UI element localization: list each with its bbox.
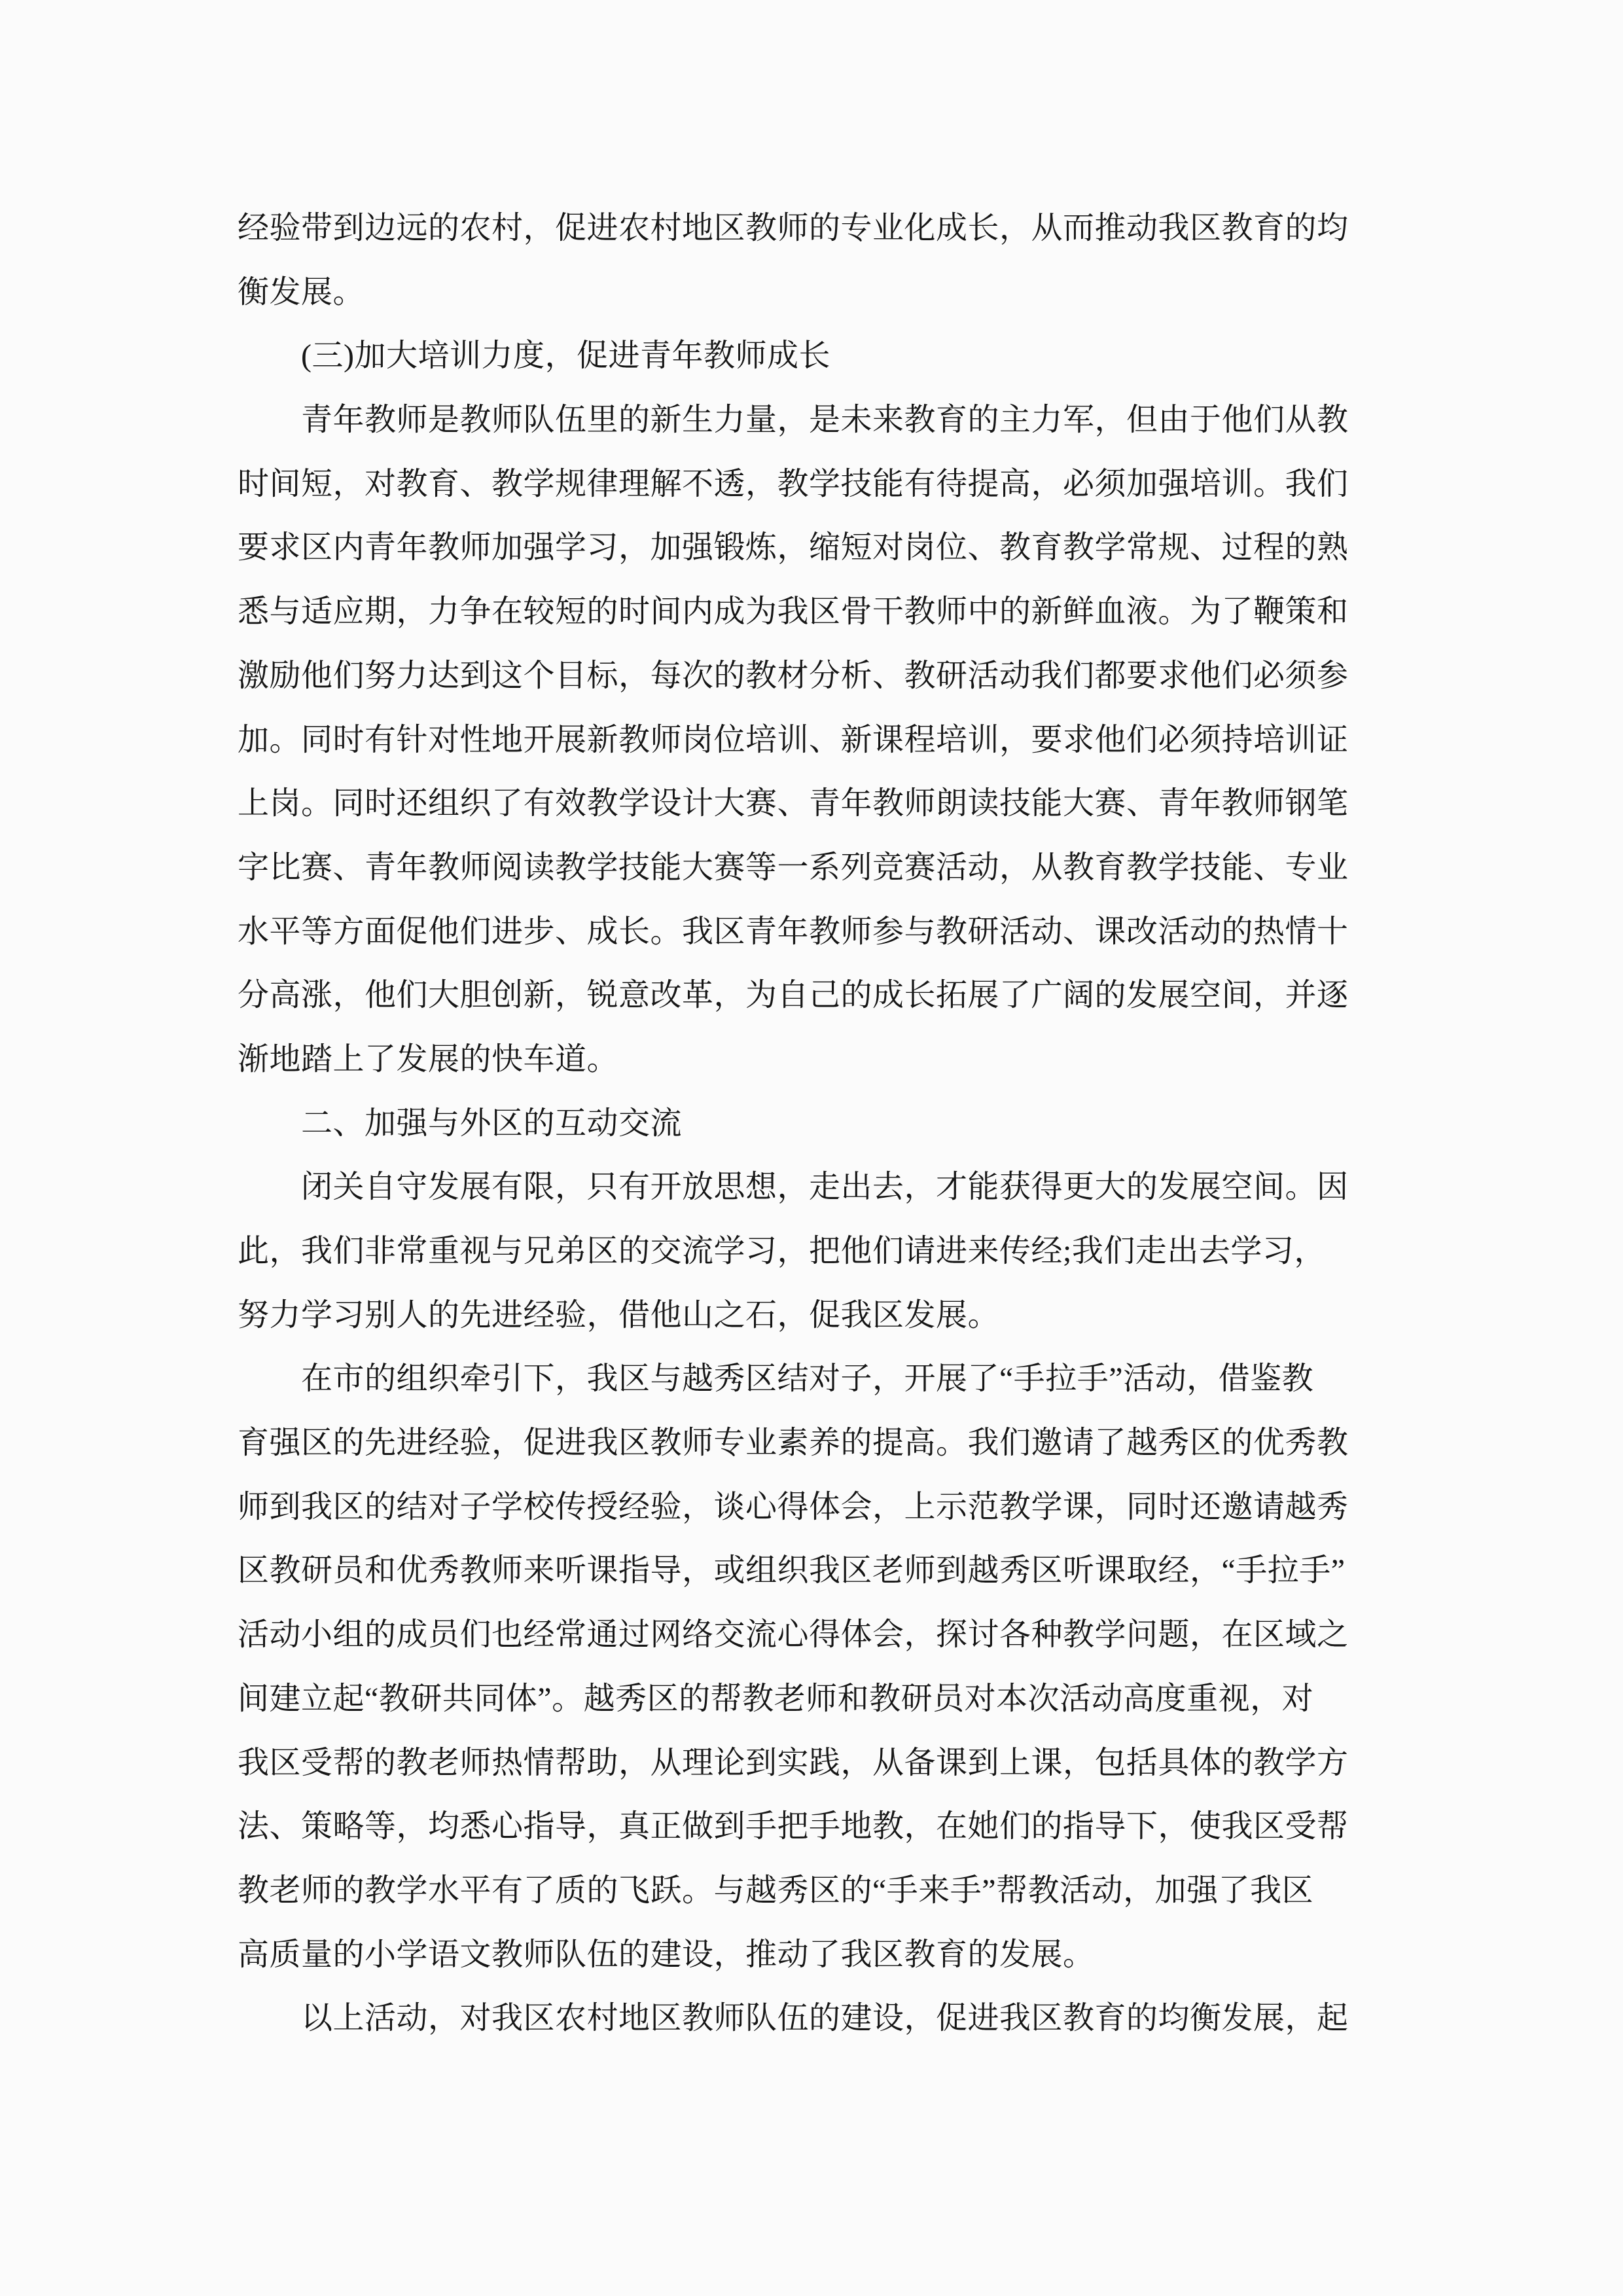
text-line: 区教研员和优秀教师来听课指导，或组织我区老师到越秀区听课取经，“手拉手” xyxy=(238,1553,1346,1588)
text-line: 渐地踏上了发展的快车道。 xyxy=(238,1041,619,1077)
text-line: 上岗。同时还组织了有效教学设计大赛、青年教师朗读技能大赛、青年教师钢笔 xyxy=(238,786,1349,821)
text-line: 字比赛、青年教师阅读教学技能大赛等一系列竞赛活动，从教育教学技能、专业 xyxy=(238,850,1349,885)
text-line: 法、策略等，均悉心指导，真正做到手把手地教，在她们的指导下，使我区受帮 xyxy=(238,1809,1349,1844)
text-line: 高质量的小学语文教师队伍的建设，推动了我区教育的发展。 xyxy=(238,1937,1095,1972)
section-heading: 二、加强与外区的互动交流 xyxy=(301,1105,683,1141)
text-line: 师到我区的结对子学校传授经验，谈心得体会，上示范教学课，同时还邀请越秀 xyxy=(238,1489,1349,1524)
text-line: 悉与适应期，力争在较短的时间内成为我区骨干教师中的新鲜血液。为了鞭策和 xyxy=(238,594,1349,630)
text-line: 时间短，对教育、教学规律理解不透，教学技能有待提高，必须加强培训。我们 xyxy=(238,466,1349,501)
text-line: 衡发展。 xyxy=(238,274,365,310)
text-line: 育强区的先进经验，促进我区教师专业素养的提高。我们邀请了越秀区的优秀教 xyxy=(238,1426,1349,1461)
text-line: 加。同时有针对性地开展新教师岗位培训、新课程培训，要求他们必须持培训证 xyxy=(238,722,1349,757)
text-line: 闭关自守发展有限，只有开放思想，走出去，才能获得更大的发展空间。因 xyxy=(301,1170,1349,1205)
text-line: 此，我们非常重视与兄弟区的交流学习，把他们请进来传经;我们走出去学习， xyxy=(238,1234,1326,1268)
text-line: 间建立起“教研共同体”。越秀区的帮教老师和教研员对本次活动高度重视，对 xyxy=(238,1681,1314,1716)
text-line: 我区受帮的教老师热情帮助，从理论到实践，从备课到上课，包括具体的教学方 xyxy=(238,1745,1349,1780)
text-line: 经验带到边远的农村，促进农村地区教师的专业化成长，从而推动我区教育的均 xyxy=(238,211,1349,245)
text-line: 分高涨，他们大胆创新，锐意改革，为自己的成长拓展了广阔的发展空间，并逐 xyxy=(238,978,1349,1013)
text-line: 教老师的教学水平有了质的飞跃。与越秀区的“手来手”帮教活动，加强了我区 xyxy=(238,1873,1314,1908)
text-line: 激励他们努力达到这个目标，每次的教材分析、教研活动我们都要求他们必须参 xyxy=(238,658,1349,693)
text-line: 活动小组的成员们也经常通过网络交流心得体会，探讨各种教学问题，在区域之 xyxy=(238,1617,1349,1653)
text-line: 水平等方面促他们进步、成长。我区青年教师参与教研活动、课改活动的热情十 xyxy=(238,914,1349,949)
text-line: 以上活动，对我区农村地区教师队伍的建设，促进我区教育的均衡发展，起 xyxy=(301,2001,1349,2036)
text-line: 在市的组织牵引下，我区与越秀区结对子，开展了“手拉手”活动，借鉴教 xyxy=(301,1361,1314,1397)
text-line: 努力学习别人的先进经验，借他山之石，促我区发展。 xyxy=(238,1297,1000,1333)
section-heading: (三)加大培训力度，促进青年教师成长 xyxy=(301,338,830,374)
document-text-block xyxy=(238,196,1350,2051)
text-line: 青年教师是教师队伍里的新生力量，是未来教育的主力军，但由于他们从教 xyxy=(301,403,1349,438)
text-line: 要求区内青年教师加强学习，加强锻炼，缩短对岗位、教育教学常规、过程的熟 xyxy=(238,530,1349,565)
